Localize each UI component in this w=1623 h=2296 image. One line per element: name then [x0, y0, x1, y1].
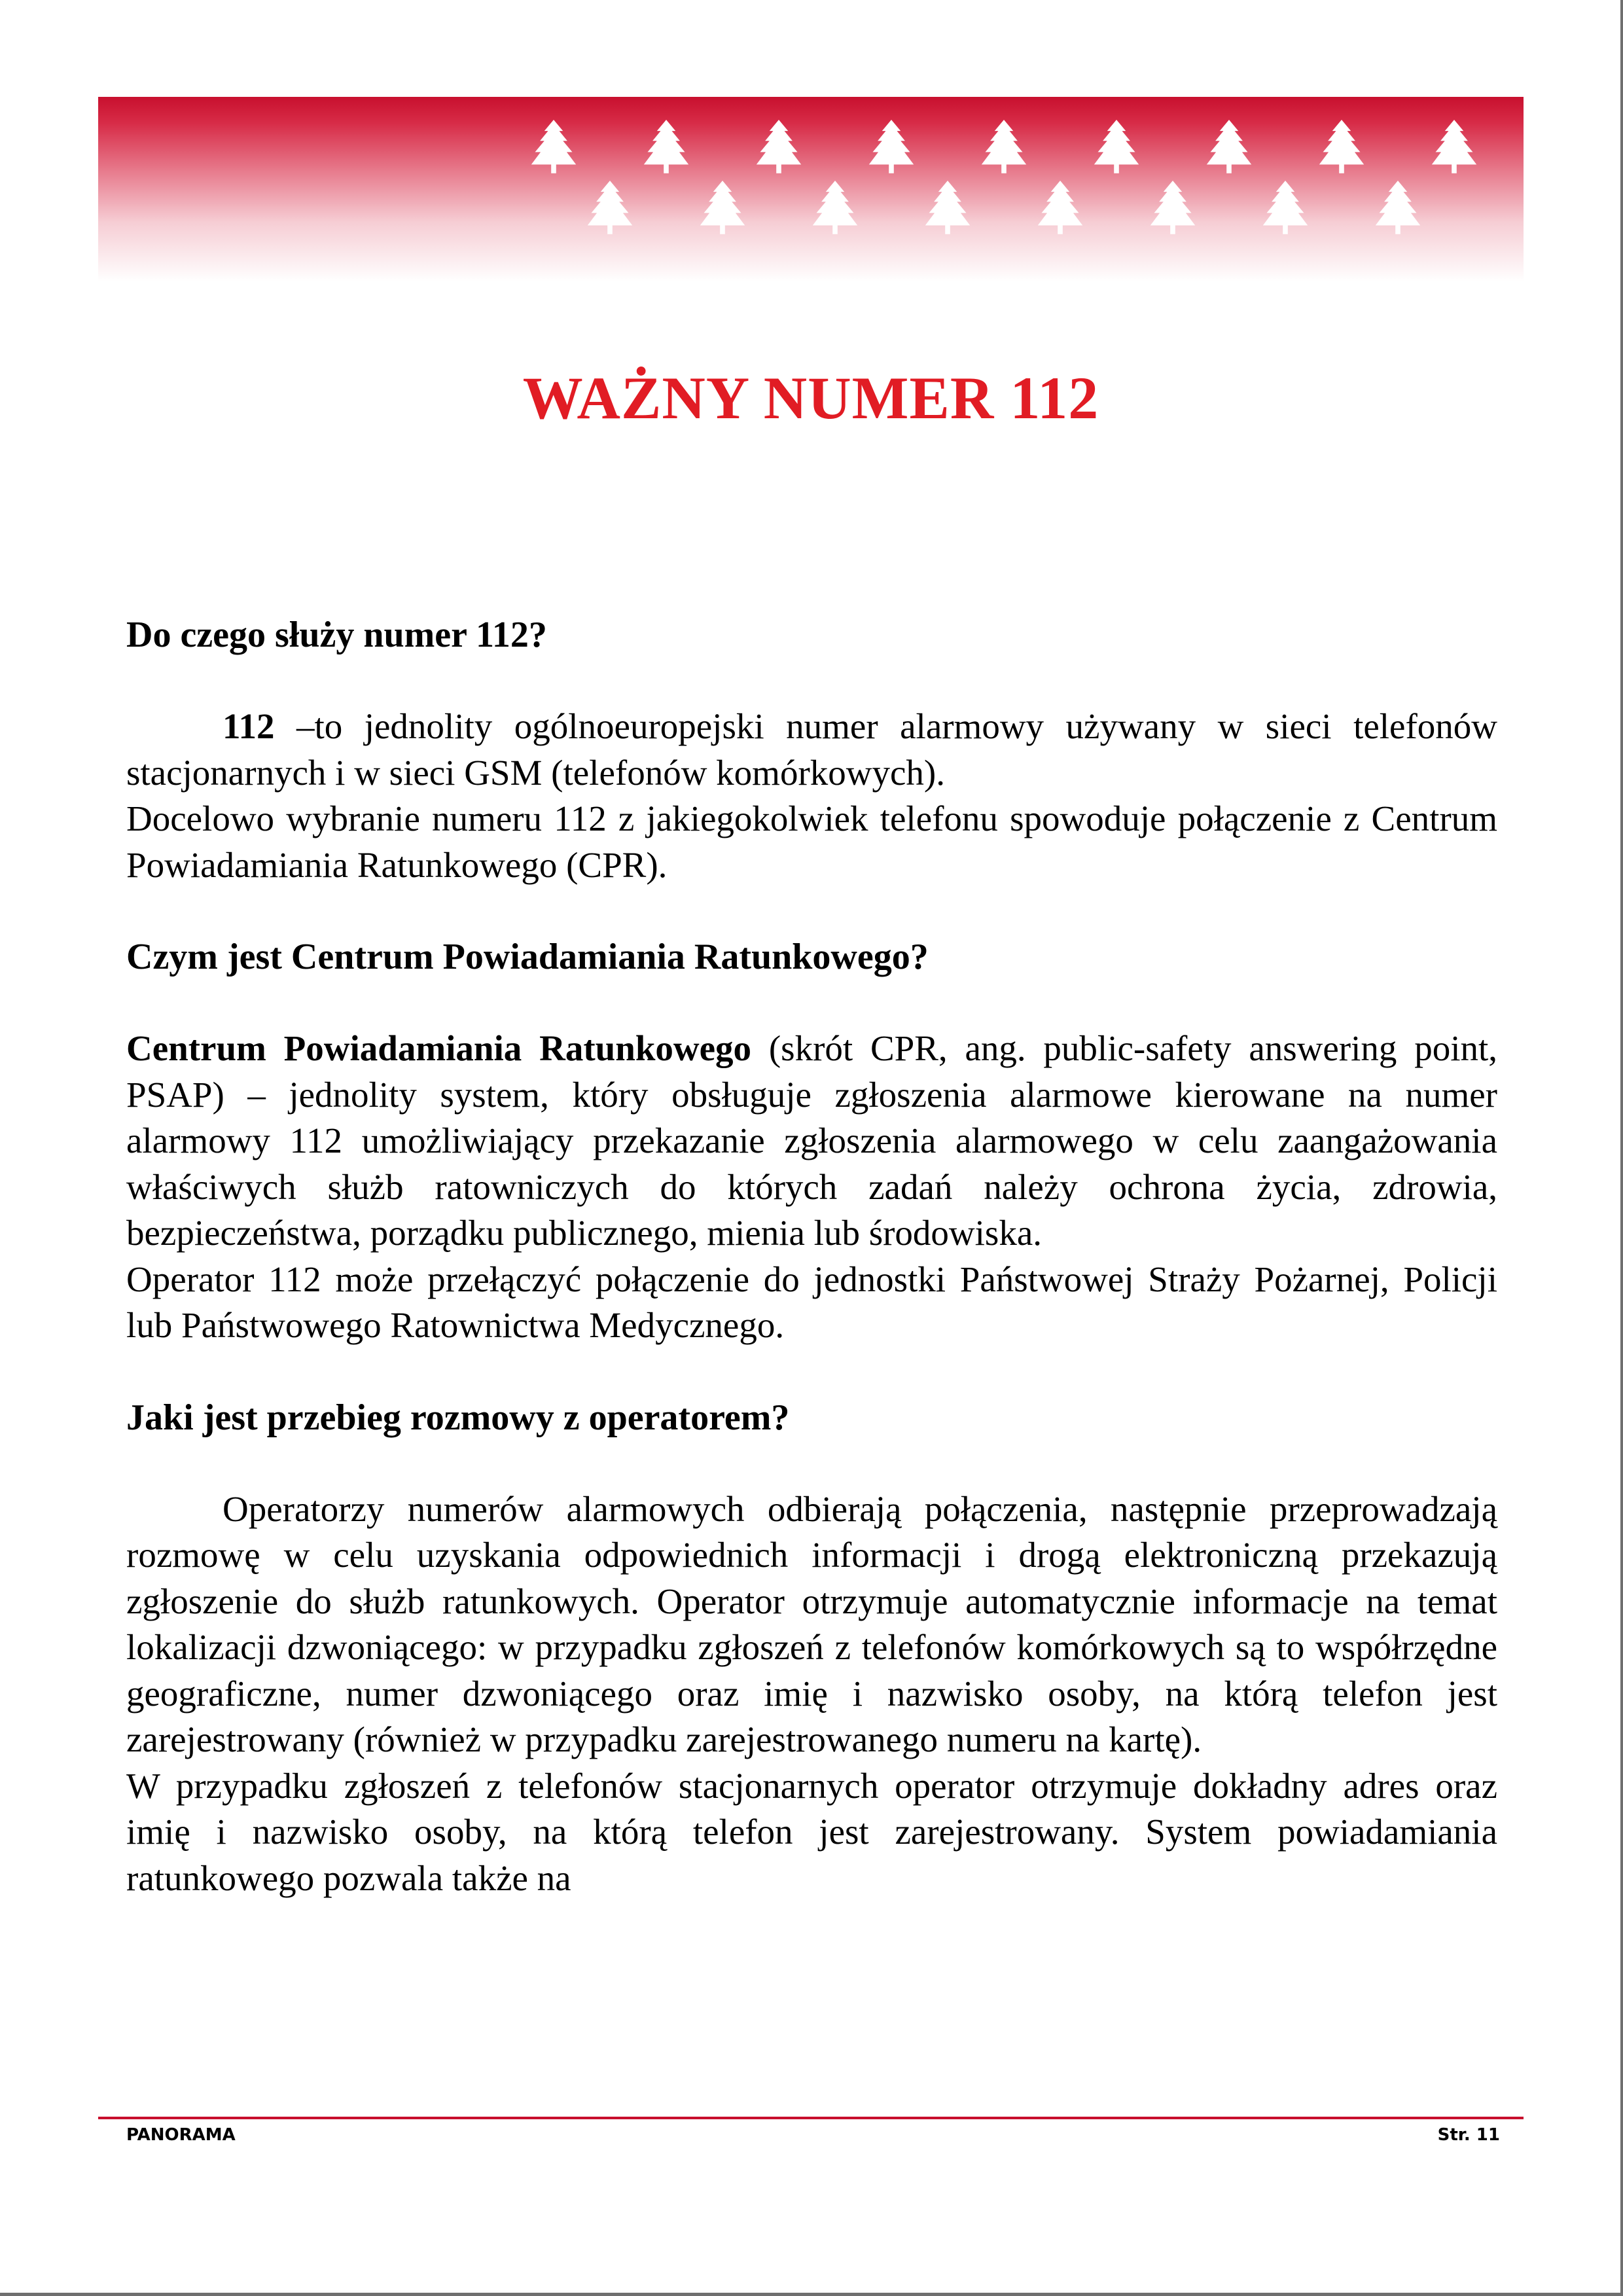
- section-heading: Jaki jest przebieg rozmowy z operatorem?: [126, 1397, 790, 1438]
- paragraph-text: –to jednolity ogólnoeuropejski numer alarmowy używany w sieci telefonów stacjonarnych i w sieci GSM (telefonów komórkowych).: [126, 706, 1497, 793]
- tree-icon: [1263, 181, 1308, 234]
- tree-icon: [644, 120, 688, 173]
- bold-lead: 112: [223, 706, 275, 746]
- footer-page-number: Str. 11: [1437, 2125, 1500, 2145]
- tree-icon: [531, 120, 576, 173]
- tree-icon: [869, 120, 914, 173]
- tree-icon: [1319, 120, 1364, 173]
- paragraph: Operatorzy numerów alarmowych odbierają połączenia, następnie przeprowadzają rozmowę w celu uzyskania odpowiednich informacji i drogą elektroniczną przekazują zgłoszenie do służb ratunkowych. Operator otrzymuje automatycznie informacje na temat lokalizacji dzwoniącego: w przypadku zgłoszeń z telefonów komórkowych są to współrzędne geograficzne, numer dzwoniącego oraz imię i nazwisko osoby, na którą telefon jest zarejestrowany (również w przypadku zarejestrowanego numeru na kartę).: [126, 1488, 1497, 1759]
- tree-icon: [1094, 120, 1139, 173]
- section-heading: Do czego służy numer 112?: [126, 615, 547, 655]
- christmas-trees-banner: [98, 97, 1524, 281]
- tree-icon: [1207, 120, 1251, 173]
- tree-icon: [982, 120, 1026, 173]
- tree-icon: [1150, 181, 1195, 234]
- tree-icon: [588, 181, 632, 234]
- paragraph: Operator 112 może przełączyć połączenie do jednostki Państwowej Straży Pożarnej, Policji lub Państwowego Ratownictwa Medycznego.: [126, 1259, 1497, 1345]
- page-edge-bottom: [0, 2293, 1623, 2296]
- bold-lead: Centrum Powiadamiania Ratunkowego: [126, 1028, 752, 1068]
- footer-rule: [98, 2117, 1524, 2119]
- tree-icon: [700, 181, 745, 234]
- page-edge-right: [1620, 0, 1623, 2296]
- paragraph: [126, 704, 1497, 796]
- page-title: WAŻNY NUMER 112: [522, 365, 1099, 431]
- article-body: [126, 612, 1497, 1901]
- tree-icon: [813, 181, 857, 234]
- paragraph: W przypadku zgłoszeń z telefonów stacjonarnych operator otrzymuje dokładny adres oraz imię i nazwisko osoby, na którą telefon jest zarejestrowany. System powiadamiania ratunkowego pozwala także na: [126, 1765, 1497, 1898]
- tree-icon: [1376, 181, 1420, 234]
- tree-icon: [1432, 120, 1476, 173]
- paragraph: [126, 1026, 1497, 1257]
- section-heading: Czym jest Centrum Powiadamiania Ratunkowego?: [126, 937, 929, 977]
- tree-icon: [925, 181, 970, 234]
- tree-icon: [757, 120, 801, 173]
- paragraph-text: (skrót CPR, ang. public-safety answering point, PSAP) – jednolity system, który obsługuje zgłoszenia alarmowe kierowane na numer alarmowy 112 umożliwiający przekazanie zgłoszenia alarmowego w celu zaangażowania właściwych służb ratowniczych do których zadań należy ochrona życia, zdrowia, bezpieczeństwa, porządku publicznego, mienia lub środowiska.: [126, 1028, 1498, 1253]
- paragraph: Docelowo wybranie numeru 112 z jakiegokolwiek telefonu spowoduje połączenie z Centrum Powiadamiania Ratunkowego (CPR).: [126, 798, 1497, 885]
- footer-publication-name: PANORAMA: [126, 2125, 236, 2145]
- tree-pattern: [98, 97, 1524, 281]
- tree-icon: [1038, 181, 1082, 234]
